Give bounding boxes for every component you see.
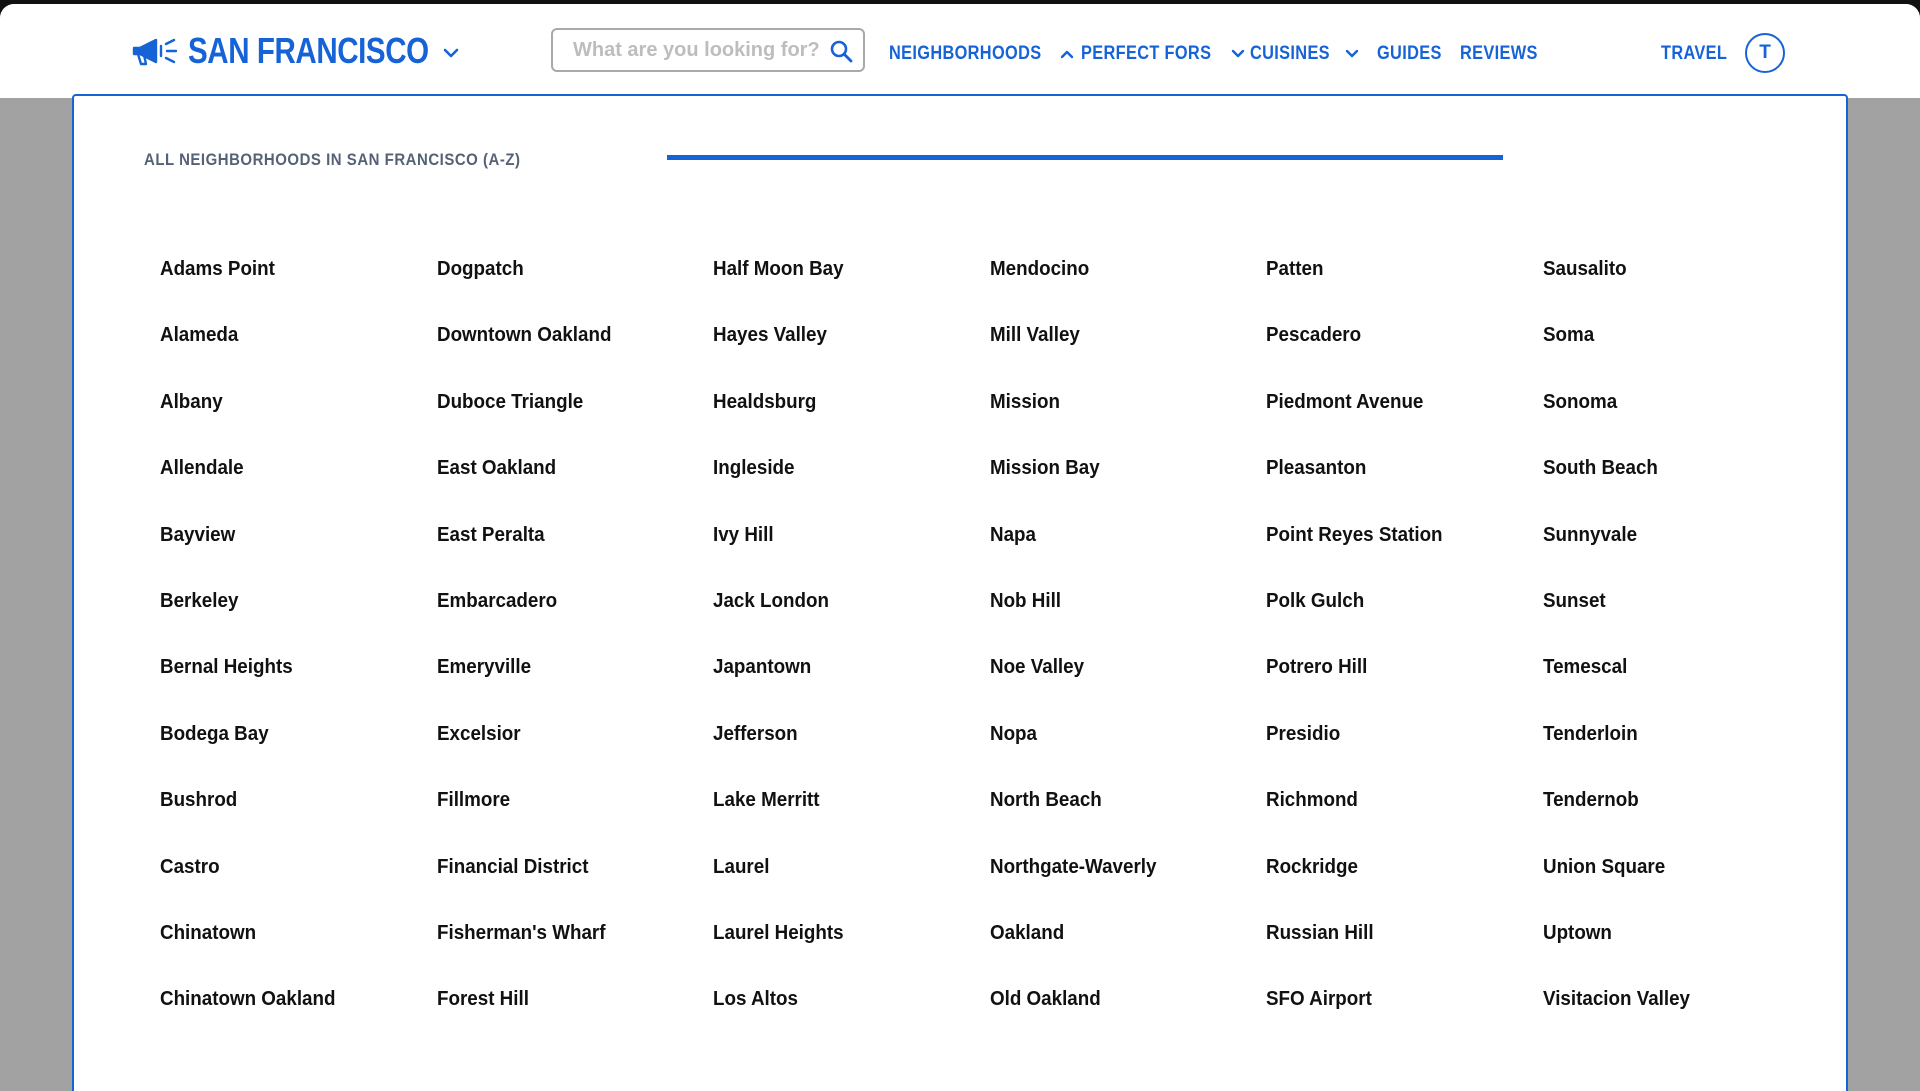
neighborhood-link[interactable] <box>1543 767 1820 833</box>
neighborhood-link-label: Patten <box>1266 258 1324 280</box>
neighborhoods-grid <box>160 236 1820 1064</box>
neighborhood-link[interactable] <box>713 236 990 302</box>
neighborhood-link-label: Jefferson <box>713 722 798 745</box>
neighborhood-link-label: East Peralta <box>436 523 545 546</box>
heading-divider <box>667 155 1503 160</box>
neighborhood-link[interactable] <box>160 701 437 767</box>
neighborhood-link-label: Piedmont Avenue <box>1266 390 1424 413</box>
neighborhood-link-label: Sonoma <box>1542 390 1618 413</box>
nav-reviews[interactable] <box>1460 40 1550 68</box>
neighborhood-link[interactable] <box>1266 634 1543 700</box>
neighborhood-link[interactable] <box>160 369 437 435</box>
neighborhood-link[interactable] <box>1543 435 1820 501</box>
neighborhood-link-label: Mendocino <box>989 258 1089 280</box>
neighborhood-link-label: SFO Airport <box>1266 988 1373 1011</box>
neighborhood-link[interactable] <box>713 900 990 966</box>
neighborhood-link-label: Uptown <box>1542 921 1612 944</box>
neighborhood-link[interactable] <box>437 767 714 833</box>
neighborhood-link-label: Tendernob <box>1542 789 1639 812</box>
neighborhood-link-label: Embarcadero <box>436 589 557 612</box>
neighborhood-link-label: Laurel <box>713 855 770 878</box>
neighborhood-link-label: Emeryville <box>436 656 531 679</box>
chevron-down-icon <box>1343 45 1361 63</box>
neighborhood-link-label: Albany <box>160 390 223 413</box>
neighborhood-link-label: Point Reyes Station <box>1266 523 1443 546</box>
neighborhood-link[interactable] <box>990 435 1267 501</box>
neighborhood-link[interactable] <box>437 701 714 767</box>
neighborhood-link[interactable] <box>1266 834 1543 900</box>
neighborhood-link-label: Fillmore <box>436 789 510 812</box>
neighborhood-link[interactable] <box>1266 435 1543 501</box>
neighborhood-link-label: Nob Hill <box>989 589 1061 612</box>
neighborhood-link-label: Union Square <box>1542 855 1666 878</box>
neighborhood-link-label: Northgate-Waverly <box>989 855 1157 878</box>
neighborhood-link-label: Soma <box>1542 324 1595 347</box>
neighborhood-link-label: Mission Bay <box>989 457 1100 480</box>
neighborhood-link[interactable] <box>713 767 990 833</box>
neighborhood-link[interactable] <box>1266 966 1543 1032</box>
search-input[interactable] <box>573 39 823 62</box>
neighborhood-link-label: Dogpatch <box>436 258 524 280</box>
neighborhood-link-label: Rockridge <box>1266 855 1359 878</box>
city-logo[interactable] <box>130 30 482 72</box>
neighborhood-link-label: Bernal Heights <box>160 656 293 679</box>
neighborhood-link[interactable] <box>1543 634 1820 700</box>
neighborhood-link-label: Laurel Heights <box>713 921 844 944</box>
neighborhood-link[interactable] <box>1266 767 1543 833</box>
neighborhood-link[interactable] <box>990 568 1267 634</box>
neighborhood-link[interactable] <box>160 834 437 900</box>
neighborhood-link-label: Los Altos <box>713 988 799 1011</box>
neighborhood-link[interactable] <box>713 568 990 634</box>
neighborhood-link-label: Excelsior <box>436 722 521 745</box>
neighborhood-link[interactable] <box>990 502 1267 568</box>
neighborhood-link-label: Richmond <box>1266 789 1359 812</box>
neighborhood-link[interactable] <box>160 236 437 302</box>
nav-travel-label: TRAVEL <box>1661 43 1728 64</box>
browser-viewport <box>0 4 1920 1091</box>
neighborhood-link[interactable] <box>437 502 714 568</box>
neighborhood-link-label: Duboce Triangle <box>436 390 583 413</box>
neighborhood-link-label: Forest Hill <box>436 988 529 1011</box>
neighborhood-link[interactable] <box>1543 900 1820 966</box>
neighborhood-link-label: Old Oakland <box>989 988 1101 1011</box>
neighborhood-link-label: Bodega Bay <box>160 722 269 745</box>
neighborhood-link[interactable] <box>1266 900 1543 966</box>
neighborhood-link[interactable] <box>990 701 1267 767</box>
nav-cuisines[interactable] <box>1250 40 1361 68</box>
search-box[interactable] <box>551 28 865 72</box>
neighborhood-link[interactable] <box>160 634 437 700</box>
nav-neighborhoods-label: NEIGHBORHOODS <box>889 43 1042 64</box>
neighborhood-link-label: Financial District <box>436 855 589 878</box>
nav-perfect-fors[interactable] <box>1081 40 1247 68</box>
neighborhood-link-label: Potrero Hill <box>1266 656 1368 679</box>
neighborhood-link[interactable] <box>713 502 990 568</box>
chevron-down-icon[interactable] <box>440 42 462 64</box>
neighborhoods-dropdown <box>72 94 1848 1091</box>
chevron-down-icon <box>1229 45 1247 63</box>
neighborhood-link[interactable] <box>713 435 990 501</box>
neighborhood-link[interactable] <box>713 302 990 368</box>
neighborhood-link-label: Noe Valley <box>989 656 1084 679</box>
neighborhood-link[interactable] <box>160 302 437 368</box>
neighborhood-link[interactable] <box>1266 502 1543 568</box>
neighborhood-link[interactable] <box>437 236 714 302</box>
neighborhood-link-label: Allendale <box>160 457 244 480</box>
neighborhood-link-label: Russian Hill <box>1266 921 1374 944</box>
neighborhoods-heading: ALL NEIGHBORHOODS IN SAN FRANCISCO (A-Z) <box>144 150 521 169</box>
neighborhood-link-label: Sausalito <box>1542 258 1627 280</box>
neighborhood-link-label: Japantown <box>713 656 812 679</box>
neighborhood-link-label: Half Moon Bay <box>713 258 844 280</box>
neighborhood-link[interactable] <box>160 568 437 634</box>
neighborhood-link[interactable] <box>160 435 437 501</box>
nav-reviews-label: REVIEWS <box>1460 43 1538 64</box>
nav-guides-label: GUIDES <box>1377 43 1442 64</box>
neighborhood-link[interactable] <box>437 302 714 368</box>
neighborhood-link-label: Mission <box>989 390 1060 413</box>
neighborhood-link[interactable] <box>1543 701 1820 767</box>
neighborhood-link-label: Lake Merritt <box>713 789 820 812</box>
neighborhood-link[interactable] <box>437 900 714 966</box>
neighborhood-link[interactable] <box>1266 568 1543 634</box>
neighborhood-link[interactable] <box>1543 568 1820 634</box>
neighborhood-link[interactable] <box>1543 369 1820 435</box>
neighborhood-link[interactable] <box>990 369 1267 435</box>
neighborhood-link-label: Alameda <box>160 324 239 347</box>
neighborhood-link-label: Oakland <box>989 921 1064 944</box>
neighborhood-link-label: Visitacion Valley <box>1542 988 1690 1011</box>
neighborhood-link[interactable] <box>160 767 437 833</box>
neighborhood-link-label: Berkeley <box>160 589 239 612</box>
neighborhood-link[interactable] <box>990 834 1267 900</box>
neighborhood-link[interactable] <box>713 834 990 900</box>
neighborhood-link-label: Ivy Hill <box>713 523 774 546</box>
neighborhood-link[interactable] <box>713 966 990 1032</box>
neighborhood-link[interactable] <box>437 834 714 900</box>
neighborhood-link[interactable] <box>1266 701 1543 767</box>
neighborhood-link[interactable] <box>990 236 1267 302</box>
neighborhood-link[interactable] <box>160 502 437 568</box>
neighborhood-link-label: Adams Point <box>160 258 275 280</box>
neighborhood-link-label: Napa <box>989 523 1036 546</box>
neighborhood-link-label: Ingleside <box>713 457 795 480</box>
neighborhood-link[interactable] <box>1543 834 1820 900</box>
neighborhood-link-label: South Beach <box>1542 457 1658 480</box>
neighborhood-link-label: Sunnyvale <box>1542 523 1638 546</box>
neighborhood-link-label: Jack London <box>713 589 830 612</box>
site-header <box>0 4 1920 98</box>
neighborhood-link[interactable] <box>437 568 714 634</box>
neighborhood-link-label: Downtown Oakland <box>436 324 612 347</box>
neighborhood-link[interactable] <box>990 634 1267 700</box>
neighborhood-link-label: Nopa <box>989 722 1037 745</box>
user-avatar[interactable]: T <box>1745 33 1785 73</box>
chevron-up-icon <box>1058 45 1076 63</box>
neighborhood-link[interactable] <box>713 369 990 435</box>
nav-perfect-fors-label: PERFECT FORS <box>1081 43 1212 64</box>
neighborhood-link-label: Bushrod <box>160 789 238 812</box>
neighborhood-link[interactable] <box>1543 966 1820 1032</box>
neighborhood-link[interactable] <box>437 966 714 1032</box>
neighborhood-link-label: North Beach <box>989 789 1102 812</box>
neighborhood-link[interactable] <box>1266 236 1543 302</box>
neighborhood-link-label: Fisherman's Wharf <box>436 921 606 944</box>
neighborhood-link-label: Presidio <box>1266 722 1341 745</box>
neighborhood-link[interactable] <box>990 302 1267 368</box>
neighborhood-link[interactable] <box>990 767 1267 833</box>
neighborhood-link-label: East Oakland <box>436 457 556 480</box>
neighborhood-link-label: Polk Gulch <box>1266 589 1365 612</box>
megaphone-icon <box>130 34 180 68</box>
neighborhood-link[interactable] <box>160 900 437 966</box>
neighborhood-link-label: Chinatown <box>160 921 257 944</box>
neighborhood-link-label: Chinatown Oakland <box>160 988 336 1011</box>
neighborhood-link[interactable] <box>713 634 990 700</box>
neighborhood-link-label: Tenderloin <box>1542 722 1638 745</box>
neighborhood-link-label: Healdsburg <box>713 390 817 413</box>
neighborhood-link[interactable] <box>713 701 990 767</box>
nav-neighborhoods[interactable] <box>889 40 1076 68</box>
neighborhood-link[interactable] <box>437 435 714 501</box>
neighborhoods-list-viewport[interactable] <box>74 236 1848 1064</box>
neighborhood-link[interactable] <box>1543 302 1820 368</box>
neighborhood-link-label: Sunset <box>1542 589 1606 612</box>
neighborhood-link[interactable] <box>1543 502 1820 568</box>
city-name[interactable]: SAN FRANCISCO <box>188 30 429 71</box>
neighborhood-link[interactable] <box>160 966 437 1032</box>
neighborhood-link-label: Bayview <box>160 523 236 546</box>
neighborhood-link[interactable] <box>990 900 1267 966</box>
neighborhood-link-label: Mill Valley <box>989 324 1080 347</box>
neighborhood-link[interactable] <box>437 634 714 700</box>
neighborhood-link-label: Castro <box>160 855 220 878</box>
neighborhood-link[interactable] <box>1266 369 1543 435</box>
neighborhood-link[interactable] <box>1543 236 1820 302</box>
nav-cuisines-label: CUISINES <box>1250 43 1330 64</box>
neighborhood-link[interactable] <box>437 369 714 435</box>
search-icon[interactable] <box>829 39 853 63</box>
nav-travel[interactable] <box>1661 40 1738 68</box>
neighborhood-link-label: Hayes Valley <box>713 324 828 347</box>
neighborhood-link-label: Pescadero <box>1266 324 1362 347</box>
neighborhood-link[interactable] <box>1266 302 1543 368</box>
nav-guides[interactable] <box>1377 40 1452 68</box>
neighborhood-link[interactable] <box>990 966 1267 1032</box>
neighborhood-link-label: Temescal <box>1542 656 1628 679</box>
neighborhood-link-label: Pleasanton <box>1266 457 1367 480</box>
